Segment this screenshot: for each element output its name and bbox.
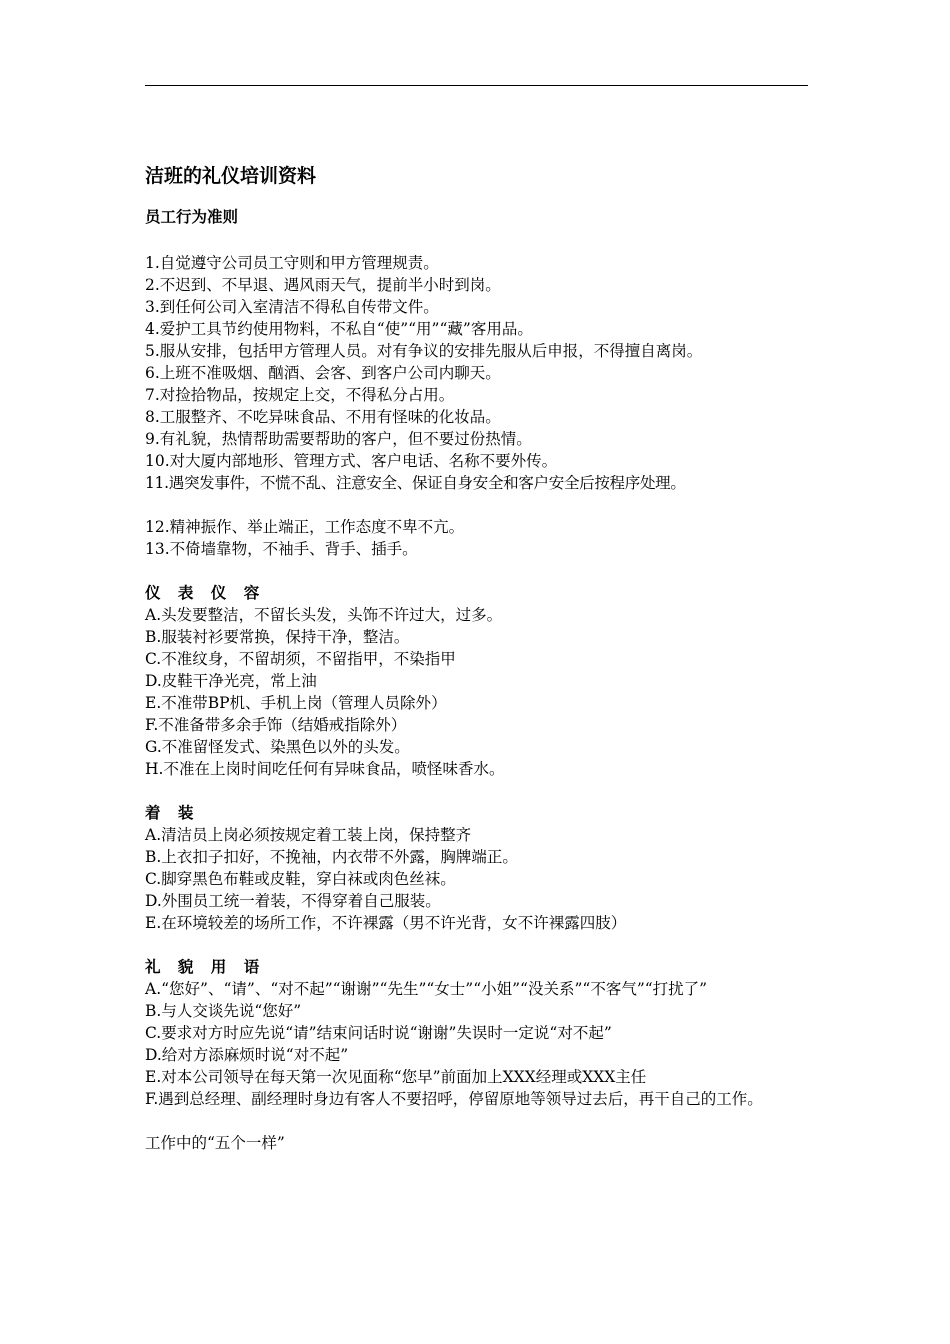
conduct-item: 8.工服整齐、不吃异味食品、不用有怪味的化妆品。	[145, 408, 501, 426]
attire-item: D.外围员工统一着装，不得穿着自己服装。	[145, 892, 441, 910]
appearance-item: H.不准在上岗时间吃任何有异味食品，喷怪味香水。	[145, 760, 505, 778]
appearance-item: A.头发要整洁，不留长头发，头饰不许过大，过多。	[145, 606, 503, 624]
conduct-item: 6.上班不准吸烟、酗酒、会客、到客户公司内聊天。	[145, 364, 501, 382]
phrase-item: B.与人交谈先说“您好”	[145, 1002, 302, 1020]
appearance-item: G.不准留怪发式、染黑色以外的头发。	[145, 738, 410, 756]
conduct-item: 13.不倚墙靠物，不袖手、背手、插手。	[145, 540, 418, 558]
appearance-item: E.不准带BP机、手机上岗（管理人员除外）	[145, 694, 447, 712]
conduct-item: 1.自觉遵守公司员工守则和甲方管理规责。	[145, 254, 439, 272]
conduct-item: 10.对大厦内部地形、管理方式、客户电话、名称不要外传。	[145, 452, 558, 470]
spacer	[145, 228, 825, 252]
phrase-item: A.“您好”、“请”、“对不起”“谢谢”“先生”“女士”“小姐”“没关系”“不客气”“打扰了”	[145, 980, 708, 998]
attire-item: C.脚穿黑色布鞋或皮鞋，穿白袜或肉色丝袜。	[145, 870, 456, 888]
phrase-item: E.对本公司领导在每天第一次见面称“您早”前面加上XXX经理或XXX主任	[145, 1068, 647, 1086]
closing-line: 工作中的“五个一样”	[145, 1134, 285, 1152]
section-heading-attire: 着 装	[145, 804, 200, 822]
conduct-item: 11.遇突发事件，不慌不乱、注意安全、保证自身安全和客户安全后按程序处理。	[145, 474, 686, 492]
conduct-item: 12.精神振作、举止端正，工作态度不卑不亢。	[145, 518, 465, 536]
spacer	[145, 494, 825, 516]
section-heading-polite-phrases: 礼 貌 用 语	[145, 958, 266, 976]
appearance-item: B.服装衬衫要常换，保持干净，整洁。	[145, 628, 410, 646]
conduct-item: 7.对捡拾物品，按规定上交，不得私分占用。	[145, 386, 455, 404]
document-title: 洁班的礼仪培训资料	[145, 165, 317, 187]
phrase-item: D.给对方添麻烦时说“对不起”	[145, 1046, 349, 1064]
appearance-item: D.皮鞋干净光亮，常上油	[145, 672, 317, 690]
conduct-item: 9.有礼貌，热情帮助需要帮助的客户，但不要过份热情。	[145, 430, 532, 448]
conduct-item: 3.到任何公司入室清洁不得私自传带文件。	[145, 298, 439, 316]
appearance-item: F.不准备带多余手饰（结婚戒指除外）	[145, 716, 407, 734]
attire-item: A.清洁员上岗必须按规定着工装上岗，保持整齐	[145, 826, 472, 844]
section-heading-conduct: 员工行为准则	[145, 208, 239, 226]
appearance-item: C.不准纹身，不留胡须，不留指甲，不染指甲	[145, 650, 456, 668]
phrase-item: C.要求对方时应先说“请”结束问话时说“谢谢”失误时一定说“对不起”	[145, 1024, 612, 1042]
conduct-item: 2.不迟到、不早退、遇风雨天气，提前半小时到岗。	[145, 276, 501, 294]
conduct-item: 5.服从安排，包括甲方管理人员。对有争议的安排先服从后申报，不得擅自离岗。	[145, 342, 703, 360]
spacer	[145, 560, 825, 582]
section-heading-appearance: 仪 表 仪 容	[145, 584, 266, 602]
conduct-item: 4.爱护工具节约使用物料，不私自“使”“用”“藏”客用品。	[145, 320, 533, 338]
spacer	[145, 780, 825, 802]
spacer	[145, 934, 825, 956]
spacer	[145, 190, 825, 206]
attire-item: E.在环境较差的场所工作，不许裸露（男不许光背，女不许裸露四肢）	[145, 914, 627, 932]
header-rule	[145, 85, 808, 86]
attire-item: B.上衣扣子扣好，不挽袖，内衣带不外露，胸牌端正。	[145, 848, 518, 866]
spacer	[145, 1110, 825, 1132]
phrase-item: F.遇到总经理、副经理时身边有客人不要招呼，停留原地等领导过去后，再干自己的工作。	[145, 1090, 763, 1108]
document-body	[145, 162, 825, 1154]
